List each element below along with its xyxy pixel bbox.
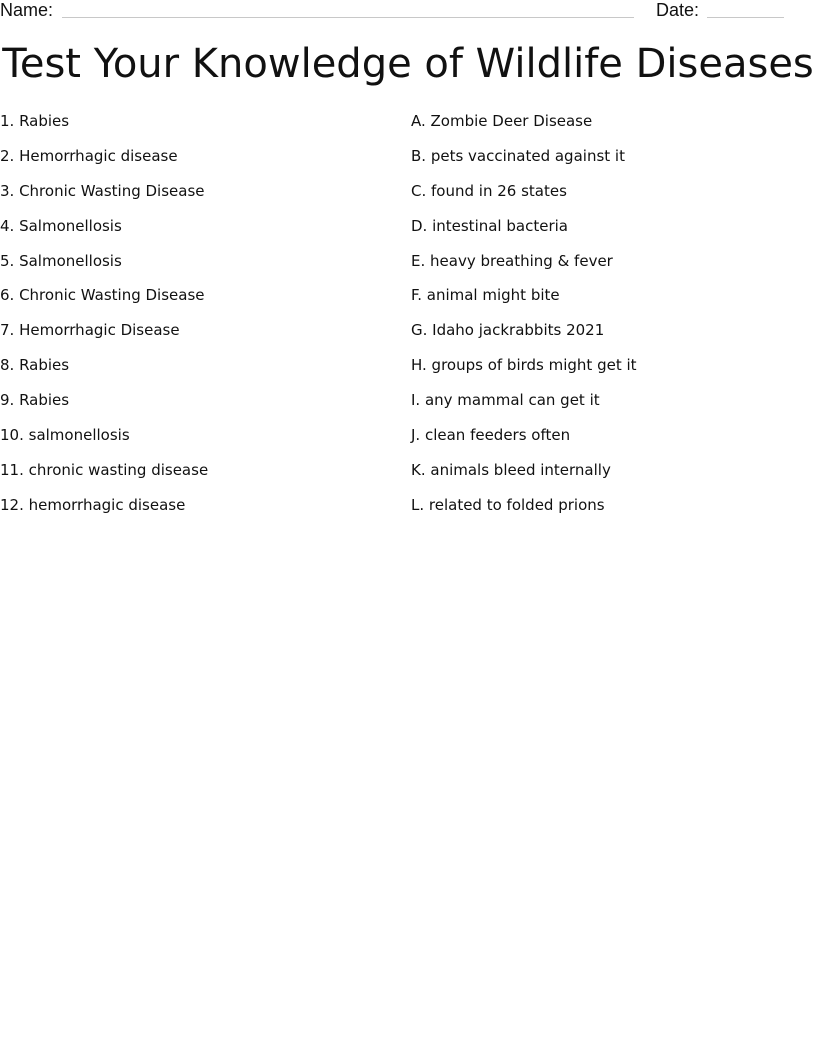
answer-item: F. animal might bite bbox=[411, 286, 560, 305]
answer-item: G. Idaho jackrabbits 2021 bbox=[411, 321, 605, 340]
question-item: 4. Salmonellosis bbox=[0, 216, 122, 235]
answer-item: K. animals bleed internally bbox=[411, 460, 611, 479]
answer-item: C. found in 26 states bbox=[411, 181, 567, 200]
question-item: 9. Rabies bbox=[0, 391, 70, 410]
question-item: 11. chronic wasting disease bbox=[0, 460, 209, 479]
question-item: 5. Salmonellosis bbox=[0, 251, 122, 270]
answer-item: A. Zombie Deer Disease bbox=[411, 112, 593, 130]
question-item: 10. salmonellosis bbox=[0, 426, 130, 445]
worksheet-title: Test Your Knowledge of Wildlife Diseases bbox=[2, 41, 814, 87]
date-label: Date: bbox=[656, 0, 700, 20]
answer-item: H. groups of birds might get it bbox=[411, 356, 637, 375]
date-blank-line bbox=[707, 17, 784, 18]
name-label: Name: bbox=[0, 0, 54, 20]
worksheet-header bbox=[0, 0, 816, 22]
answers-column bbox=[411, 111, 811, 530]
answer-item: E. heavy breathing & fever bbox=[411, 251, 613, 270]
answer-item: D. intestinal bacteria bbox=[411, 216, 568, 235]
question-item: 6. Chronic Wasting Disease bbox=[0, 286, 205, 305]
questions-column bbox=[0, 111, 400, 530]
answer-item: L. related to folded prions bbox=[411, 495, 605, 514]
question-item: 1. Rabies bbox=[0, 112, 70, 130]
question-item: 12. hemorrhagic disease bbox=[0, 495, 186, 514]
answer-item: J. clean feeders often bbox=[411, 426, 571, 445]
answer-item: B. pets vaccinated against it bbox=[411, 146, 625, 165]
name-blank-line bbox=[62, 17, 634, 18]
question-item: 8. Rabies bbox=[0, 356, 70, 375]
question-item: 2. Hemorrhagic disease bbox=[0, 146, 178, 165]
answer-item: I. any mammal can get it bbox=[411, 391, 600, 410]
question-item: 3. Chronic Wasting Disease bbox=[0, 181, 205, 200]
question-item: 7. Hemorrhagic Disease bbox=[0, 321, 180, 340]
